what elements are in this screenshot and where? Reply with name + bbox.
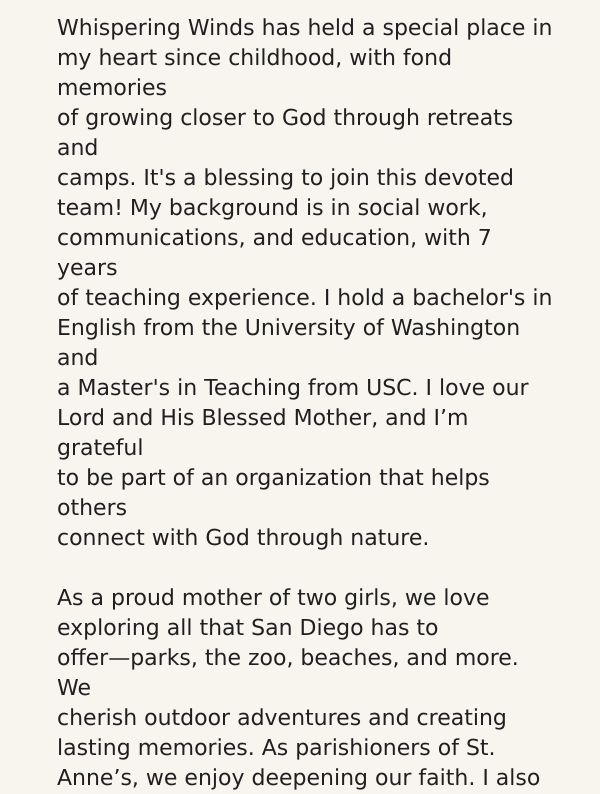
bio-paragraph-family: As a proud mother of two girls, we love exploring all that San Diego has to offer—parks, the zoo, beaches, and more. We cherish outdoor adventures and creating lasting memories. As parishioners of St. Anne’s, we enjoy deepening our faith. I also bbox=[57, 586, 541, 791]
article-body bbox=[57, 14, 557, 794]
bio-paragraph-background: Whispering Winds has held a special place in my heart since childhood, with fond memories of growing closer to God through retreats and camps. It's a blessing to join this devoted team! My background is in social work, communications, and education, with 7 years of teaching experience. I hold a bachelor's in English from the University of Washington and a Master's in Teaching from USC. I love our Lord and His Blessed Mother, and I’m grateful to be part of an organization that helps others connect with God through nature. bbox=[57, 16, 553, 551]
